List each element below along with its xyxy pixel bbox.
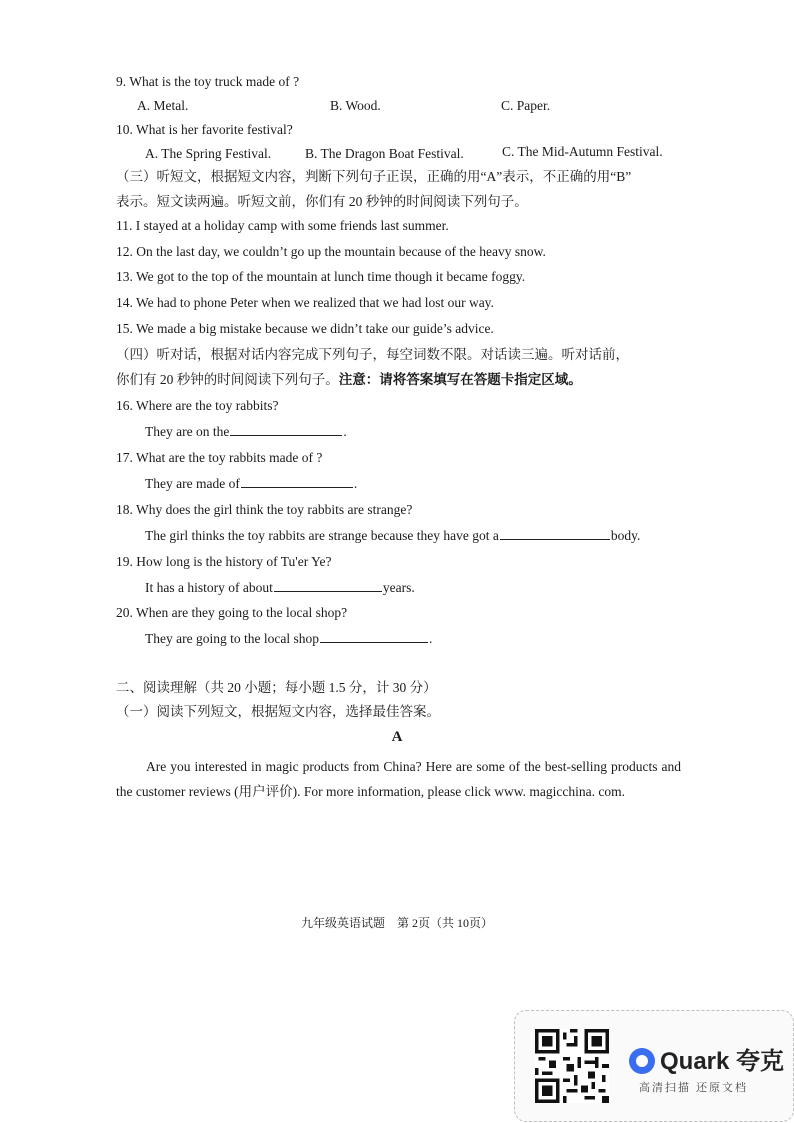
quark-icon [629, 1048, 655, 1074]
answer-blank[interactable] [500, 527, 610, 540]
q9-option-c: C. Paper. [501, 98, 551, 113]
question-number: 16. [116, 398, 133, 413]
answer-suffix: years. [382, 580, 415, 595]
quark-tagline: 高清扫描 还原文档 [639, 1082, 749, 1094]
question-text: How long is the history of Tu'er Ye? [136, 554, 332, 569]
answer-prefix: It has a history of about [145, 580, 273, 595]
question-19 [116, 553, 331, 571]
part-2-instruction: （一）阅读下列短文，根据短文内容，选择最佳答案。 [116, 704, 440, 719]
question-number: 18. [116, 502, 133, 517]
question-text: What is her favorite festival? [136, 122, 293, 137]
section-3-instruction-1: （三）听短文，根据短文内容，判断下列句子正误，正确的用“A”表示，不正确的用“B” [116, 169, 632, 184]
question-text: Where are the toy rabbits? [136, 398, 279, 413]
answer-suffix: body. [610, 528, 641, 543]
question-text: We had to phone Peter when we realized that we had lost our way. [136, 295, 494, 310]
answer-blank[interactable] [320, 630, 428, 643]
question-11 [116, 217, 449, 235]
question-13 [116, 268, 525, 286]
q10-option-a: A. The Spring Festival. [145, 146, 272, 161]
part-2-title: 二、阅读理解（共 20 小题；每小题 1.5 分，计 30 分） [116, 680, 437, 695]
q20-answer-line [145, 630, 432, 648]
question-text: What is the toy truck made of ? [129, 74, 300, 89]
answer-suffix: . [343, 424, 347, 439]
page-footer: 九年级英语试题 第 2页（共 10页） [300, 916, 493, 930]
section-3-instruction-2: 表示。短文读两遍。听短文前，你们有 20 秒钟的时间阅读下列句子。 [116, 194, 528, 209]
q17-answer-line [145, 475, 357, 493]
question-number: 19. [116, 554, 133, 569]
question-18 [116, 501, 412, 519]
answer-blank[interactable] [274, 579, 382, 592]
q19-answer-line [145, 579, 415, 597]
qr-code-icon [535, 1029, 609, 1103]
question-16 [116, 397, 278, 415]
question-20 [116, 604, 347, 622]
question-number: 20. [116, 605, 133, 620]
answer-blank[interactable] [230, 423, 342, 436]
notice-text: 注意：请将答案填写在答题卡指定区域。 [338, 372, 582, 387]
question-10 [116, 121, 293, 139]
question-text: On the last day, we couldn’t go up the mountain because of the heavy snow. [136, 244, 546, 259]
answer-prefix: The girl thinks the toy rabbits are strange because they have got a [145, 528, 499, 543]
quark-brand: Quark 夸克 [660, 1048, 785, 1075]
question-number: 15. [116, 321, 133, 336]
question-number: 10. [116, 122, 133, 137]
question-14 [116, 294, 494, 312]
section-4-instruction-1: （四）听对话，根据对话内容完成下列句子，每空词数不限。对话读三遍。听对话前， [116, 347, 629, 362]
passage-a-text: Are you interested in magic products from China? Here are some of the best-selling products and the customer reviews (用户评价). For more information, please click www. magicchina. com. [116, 759, 681, 799]
question-number: 12. [116, 244, 133, 259]
question-12 [116, 243, 546, 261]
quark-watermark [514, 1010, 794, 1122]
passage-label: A [391, 729, 403, 745]
q18-answer-line [145, 527, 640, 545]
question-text: We got to the top of the mountain at lunch time though it became foggy. [136, 269, 526, 284]
section-4-instruction-2 [116, 371, 582, 389]
answer-suffix: . [428, 631, 433, 646]
question-number: 9. [116, 74, 127, 89]
answer-suffix: . [353, 476, 358, 491]
q9-option-a: A. Metal. [137, 98, 189, 113]
q9-option-b: B. Wood. [330, 98, 381, 113]
q16-answer-line [145, 423, 347, 441]
question-number: 17. [116, 450, 133, 465]
answer-prefix: They are made of [145, 476, 240, 491]
question-15 [116, 320, 494, 338]
question-text: We made a big mistake because we didn’t take our guide’s advice. [136, 321, 494, 336]
question-number: 14. [116, 295, 133, 310]
question-number: 13. [116, 269, 133, 284]
answer-blank[interactable] [241, 475, 353, 488]
answer-prefix: They are going to the local shop [145, 631, 319, 646]
question-text: Why does the girl think the toy rabbits are strange? [136, 502, 413, 517]
quark-logo [629, 1041, 784, 1076]
q10-option-b: B. The Dragon Boat Festival. [305, 146, 464, 161]
question-9 [116, 73, 299, 91]
question-text: What are the toy rabbits made of ? [136, 450, 323, 465]
q10-option-c: C. The Mid-Autumn Festival. [502, 144, 663, 159]
question-text: When are they going to the local shop? [136, 605, 348, 620]
question-text: I stayed at a holiday camp with some friends last summer. [135, 218, 449, 233]
question-17 [116, 449, 322, 467]
instruction-text: 你们有 20 秒钟的时间阅读下列句子。 [116, 372, 339, 387]
answer-prefix: They are on the [145, 424, 230, 439]
question-number: 11. [116, 218, 133, 233]
